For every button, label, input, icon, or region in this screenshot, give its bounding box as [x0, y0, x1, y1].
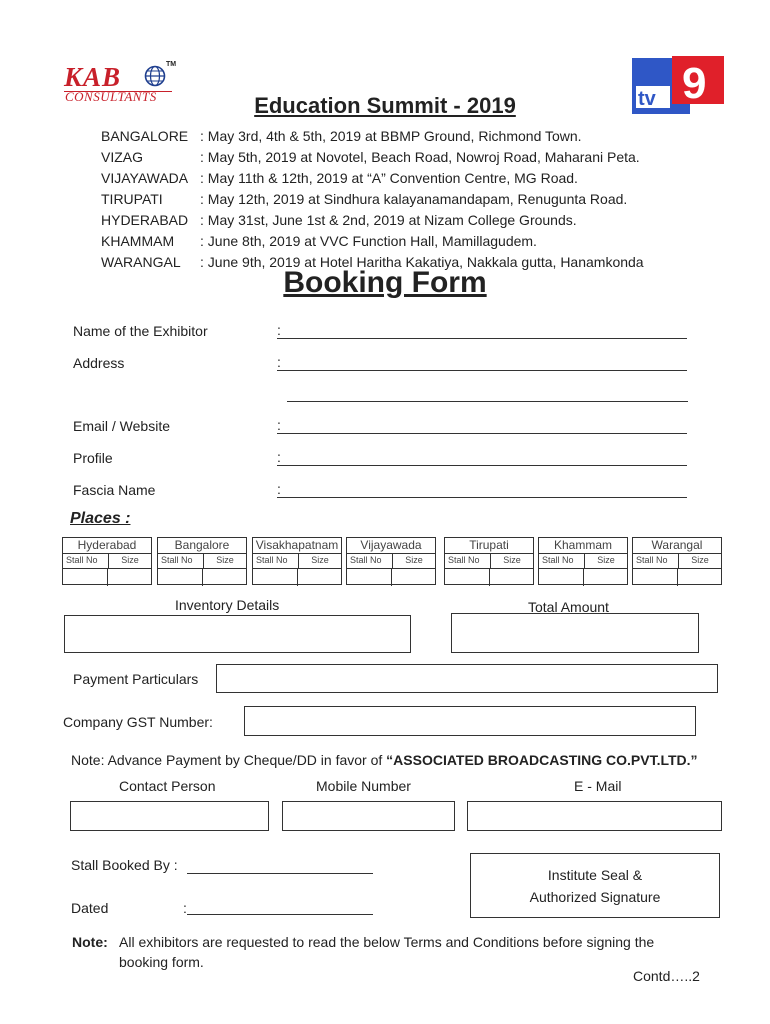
- total-amount-input[interactable]: [451, 613, 699, 653]
- stall-no-input[interactable]: [539, 569, 583, 586]
- seal-signature-box[interactable]: Institute Seal & Authorized Signature: [470, 853, 720, 918]
- place-box-khammam[interactable]: Khammam Stall No Size: [538, 537, 628, 585]
- schedule-row: WARANGAL : June 9th, 2019 at Hotel Haritha Kakatiya, Nakkala gutta, Hanamkonda: [101, 254, 644, 270]
- exhibitor-label: Name of the Exhibitor: [73, 323, 208, 339]
- email-website-label: Email / Website: [73, 418, 170, 434]
- inventory-input[interactable]: [64, 615, 411, 653]
- svg-text:tv: tv: [638, 88, 656, 110]
- place-box-hyderabad[interactable]: Hyderabad Stall No Size: [62, 537, 152, 585]
- trademark-mark: TM: [166, 61, 177, 68]
- schedule-row: BANGALORE : May 3rd, 4th & 5th, 2019 at BBMP Ground, Richmond Town.: [101, 128, 582, 144]
- stall-booked-field[interactable]: [187, 857, 373, 874]
- payment-label: Payment Particulars: [73, 671, 199, 687]
- address-field-line2[interactable]: [287, 385, 688, 402]
- total-amount-label: Total Amount: [528, 599, 609, 615]
- place-box-vijayawada[interactable]: Vijayawada Stall No Size: [346, 537, 436, 585]
- place-box-warangal[interactable]: Warangal Stall No Size: [632, 537, 722, 585]
- profile-field[interactable]: :: [277, 449, 687, 466]
- address-label: Address: [73, 355, 125, 371]
- terms-note-line2: booking form.: [119, 954, 204, 970]
- size-input[interactable]: [297, 569, 342, 586]
- size-input[interactable]: [107, 569, 152, 586]
- gst-input[interactable]: [244, 706, 696, 736]
- summit-title: Education Summit - 2019: [254, 93, 516, 118]
- terms-note: Note: All exhibitors are requested to read the below Terms and Conditions before signing the: [72, 934, 655, 950]
- stall-no-input[interactable]: [347, 569, 391, 586]
- dated-colon: :: [183, 900, 187, 916]
- fascia-field[interactable]: :: [277, 481, 687, 498]
- stall-no-input[interactable]: [253, 569, 297, 586]
- mobile-number-input[interactable]: [282, 801, 455, 831]
- size-input[interactable]: [489, 569, 534, 586]
- payment-input[interactable]: [216, 664, 718, 693]
- payee-name: “ASSOCIATED BROADCASTING CO.PVT.LTD.”: [386, 752, 698, 768]
- booking-form-title: Booking Form: [283, 266, 487, 299]
- dated-label: Dated: [71, 900, 109, 916]
- fascia-label: Fascia Name: [73, 482, 156, 498]
- profile-label: Profile: [73, 450, 113, 466]
- stall-booked-label: Stall Booked By :: [71, 857, 178, 873]
- svg-text:9: 9: [682, 59, 707, 108]
- stall-no-input[interactable]: [445, 569, 489, 586]
- places-label: Places :: [70, 510, 131, 527]
- stall-no-input[interactable]: [158, 569, 202, 586]
- logo-brand: KAB: [64, 62, 122, 92]
- contact-person-input[interactable]: [70, 801, 269, 831]
- place-box-visakhapatnam[interactable]: Visakhapatnam Stall No Size: [252, 537, 342, 585]
- schedule-row: HYDERABAD : May 31st, June 1st & 2nd, 2019 at Nizam College Grounds.: [101, 212, 577, 228]
- payment-note: Note: Advance Payment by Cheque/DD in favor of “ASSOCIATED BROADCASTING CO.PVT.LTD.”: [71, 752, 698, 768]
- schedule-row: VIJAYAWADA : May 11th & 12th, 2019 at “A” Convention Centre, MG Road.: [101, 170, 578, 186]
- contact-person-label: Contact Person: [119, 778, 216, 794]
- dated-field[interactable]: [187, 898, 373, 915]
- stall-no-input[interactable]: [633, 569, 677, 586]
- stall-no-input[interactable]: [63, 569, 107, 586]
- continued-marker: Contd…..2: [633, 968, 700, 984]
- place-box-bangalore[interactable]: Bangalore Stall No Size: [157, 537, 247, 585]
- schedule-row: TIRUPATI : May 12th, 2019 at Sindhura kalayanamandapam, Renugunta Road.: [101, 191, 628, 207]
- size-input[interactable]: [202, 569, 247, 586]
- exhibitor-field[interactable]: :: [277, 322, 687, 339]
- size-input[interactable]: [677, 569, 722, 586]
- email-website-field[interactable]: :: [277, 417, 687, 434]
- address-field[interactable]: :: [277, 354, 687, 371]
- schedule-list: [101, 126, 644, 273]
- logo-subtitle: CONSULTANTS: [65, 89, 157, 104]
- gst-label: Company GST Number:: [63, 714, 213, 730]
- mobile-number-label: Mobile Number: [316, 778, 411, 794]
- schedule-row: VIZAG : May 5th, 2019 at Novotel, Beach Road, Nowroj Road, Maharani Peta.: [101, 149, 640, 165]
- globe-icon: [144, 65, 166, 87]
- schedule-row: KHAMMAM : June 8th, 2019 at VVC Function Hall, Mamillagudem.: [101, 233, 537, 249]
- inventory-label: Inventory Details: [175, 597, 280, 613]
- email-label: E - Mail: [574, 778, 622, 794]
- size-input[interactable]: [583, 569, 628, 586]
- size-input[interactable]: [391, 569, 436, 586]
- place-box-tirupati[interactable]: Tirupati Stall No Size: [444, 537, 534, 585]
- email-input[interactable]: [467, 801, 722, 831]
